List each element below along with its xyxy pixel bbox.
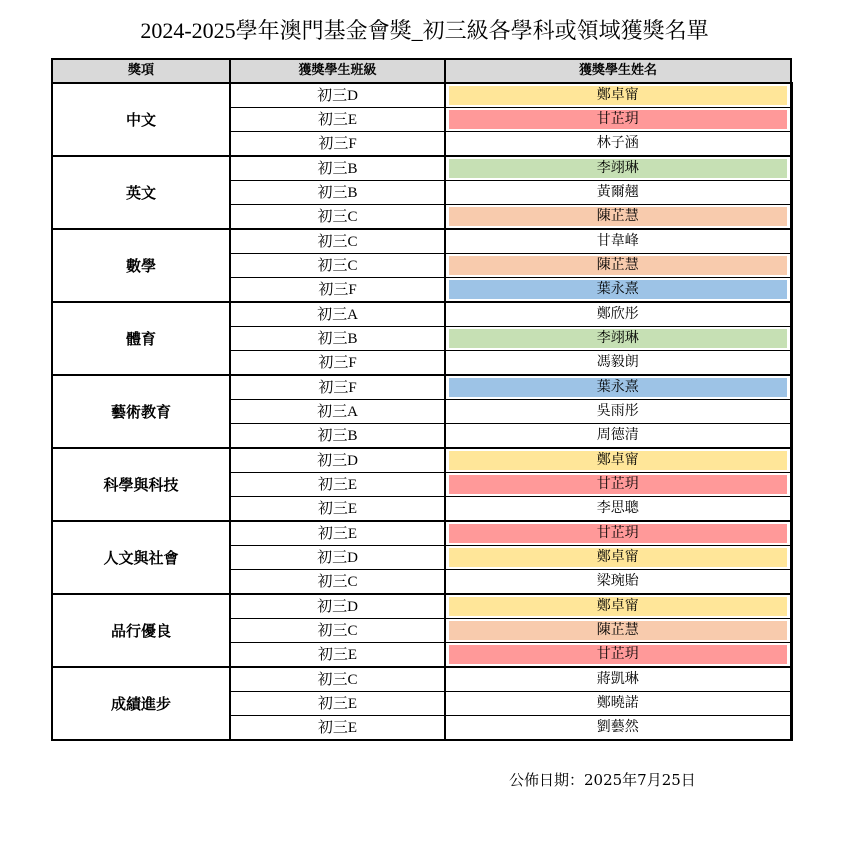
award-table [51,58,793,741]
name-cell [445,619,791,643]
class-cell: 初三D [230,594,445,619]
class-cell: 初三F [230,278,445,303]
class-cell: 初三F [230,375,445,400]
class-cell: 初三F [230,351,445,376]
class-cell: 初三B [230,327,445,351]
class-cell: 初三B [230,181,445,205]
header-name: 獲獎學生姓名 [445,59,791,83]
name-cell [445,716,791,741]
name-cell [445,205,791,230]
student-name: 甘芷玥 [449,524,787,543]
class-cell: 初三C [230,619,445,643]
class-cell: 初三A [230,302,445,327]
name-cell [445,132,791,157]
table-row [52,83,791,108]
student-name: 李翊琳 [449,329,787,348]
student-name: 李翊琳 [449,159,787,178]
student-name: 鄭卓甯 [449,86,787,105]
name-cell [445,327,791,351]
student-name: 甘芷玥 [449,475,787,494]
student-name: 甘芷玥 [449,645,787,664]
student-name: 吳雨彤 [596,403,639,419]
table-row [52,375,791,400]
student-name: 鄭曉諾 [596,695,639,711]
name-cell [445,594,791,619]
name-cell [445,375,791,400]
student-name: 林子涵 [596,135,639,151]
student-name: 葉永熹 [449,280,787,299]
table-header-row [52,59,791,83]
name-cell [445,181,791,205]
student-name: 鄭卓甯 [449,451,787,470]
name-cell [445,448,791,473]
student-name: 陳芷慧 [449,621,787,640]
class-cell: 初三D [230,448,445,473]
student-name: 鄭卓甯 [449,548,787,567]
student-name: 鄭欣彤 [596,306,639,322]
student-name: 鄭卓甯 [449,597,787,616]
page-title: 2024-2025學年澳門基金會獎_初三級各學科或領域獲獎名單 [140,18,709,43]
class-cell: 初三C [230,229,445,254]
name-cell [445,497,791,522]
student-name: 梁琬貽 [596,573,639,589]
student-name: 陳芷慧 [449,256,787,275]
class-cell: 初三E [230,692,445,716]
student-name: 蔣凱琳 [596,671,639,687]
category-label: 中文 [52,83,230,156]
category-label: 數學 [52,229,230,302]
name-cell [445,351,791,376]
category-label: 人文與社會 [52,521,230,594]
class-cell: 初三E [230,497,445,522]
class-cell: 初三E [230,521,445,546]
table-row [52,594,791,619]
class-cell: 初三F [230,132,445,157]
category-label: 品行優良 [52,594,230,667]
name-cell [445,302,791,327]
header-category: 獎項 [52,59,230,83]
class-cell: 初三D [230,546,445,570]
student-name: 葉永熹 [449,378,787,397]
class-cell: 初三C [230,570,445,595]
name-cell [445,424,791,449]
class-cell: 初三C [230,254,445,278]
table-row [52,448,791,473]
student-name: 周德清 [596,427,639,443]
table-row [52,302,791,327]
name-cell [445,254,791,278]
student-name: 劉藝然 [596,719,639,735]
student-name: 甘芷玥 [449,110,787,129]
class-cell: 初三A [230,400,445,424]
table-row [52,229,791,254]
category-label: 體育 [52,302,230,375]
category-label: 科學與科技 [52,448,230,521]
student-name: 黃爾翹 [596,184,639,200]
name-cell [445,156,791,181]
name-cell [445,521,791,546]
class-cell: 初三C [230,205,445,230]
name-cell [445,83,791,108]
student-name: 陳芷慧 [449,207,787,226]
name-cell [445,570,791,595]
name-cell [445,108,791,132]
category-label: 英文 [52,156,230,229]
header-class: 獲獎學生班級 [230,59,445,83]
table-row [52,667,791,692]
class-cell: 初三D [230,83,445,108]
award-table-body [52,83,791,740]
class-cell: 初三B [230,156,445,181]
class-cell: 初三E [230,108,445,132]
table-row [52,156,791,181]
name-cell [445,229,791,254]
name-cell [445,643,791,668]
class-cell: 初三C [230,667,445,692]
category-label: 藝術教育 [52,375,230,448]
student-name: 馮毅朗 [596,354,639,370]
class-cell: 初三E [230,643,445,668]
name-cell [445,667,791,692]
table-row [52,521,791,546]
student-name: 甘韋峰 [596,233,639,249]
category-label: 成績進步 [52,667,230,740]
name-cell [445,278,791,303]
name-cell [445,473,791,497]
name-cell [445,692,791,716]
class-cell: 初三B [230,424,445,449]
class-cell: 初三E [230,716,445,741]
class-cell: 初三E [230,473,445,497]
name-cell [445,546,791,570]
student-name: 李思聰 [596,500,639,516]
publish-date: 公佈日期：2025年7月25日 [509,771,696,789]
name-cell [445,400,791,424]
